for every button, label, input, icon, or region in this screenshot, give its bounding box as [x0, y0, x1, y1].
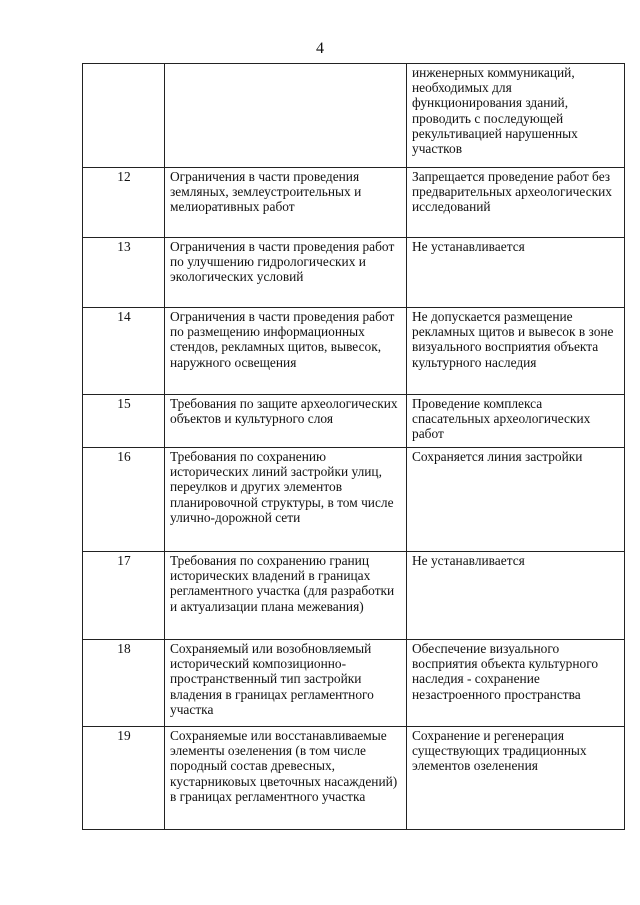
row-number-cell: 13 — [83, 238, 165, 308]
table-row — [83, 395, 625, 448]
requirement-value-cell: Не устанавливается — [407, 238, 625, 308]
requirement-name-cell: Требования по сохранению исторических линий застройки улиц, переулков и других элементов планировочной структуры, в том числе улично-дорожной сети — [165, 448, 407, 552]
table-row — [83, 640, 625, 727]
table-row — [83, 448, 625, 552]
row-number-cell: 17 — [83, 552, 165, 640]
row-number-cell: 14 — [83, 308, 165, 395]
requirement-name-cell: Требования по защите археологических объектов и культурного слоя — [165, 395, 407, 448]
requirement-name-cell — [165, 64, 407, 168]
row-number-cell: 18 — [83, 640, 165, 727]
requirement-value-cell: Запрещается проведение работ без предварительных археологических исследований — [407, 168, 625, 238]
table-row — [83, 552, 625, 640]
requirement-name-cell: Сохраняемые или восстанавливаемые элементы озеленения (в том числе породный состав древесных, кустарниковых цветочных насаждений) в границах регламентного участка — [165, 727, 407, 830]
table-row — [83, 308, 625, 395]
table-row — [83, 727, 625, 830]
requirement-value-cell: инженерных коммуникаций, необходимых для функционирования зданий, проводить с последующей рекультивацией нарушенных участков — [407, 64, 625, 168]
requirement-value-cell: Не допускается размещение рекламных щитов и вывесок в зоне визуального восприятия объекта культурного наследия — [407, 308, 625, 395]
table-row — [83, 168, 625, 238]
requirement-value-cell: Проведение комплекса спасательных археологических работ — [407, 395, 625, 448]
requirement-value-cell: Не устанавливается — [407, 552, 625, 640]
row-number-cell: 15 — [83, 395, 165, 448]
requirement-value-cell: Сохранение и регенерация существующих традиционных элементов озеленения — [407, 727, 625, 830]
table-row — [83, 64, 625, 168]
regulation-table — [82, 63, 625, 830]
row-number-cell: 19 — [83, 727, 165, 830]
requirement-name-cell: Ограничения в части проведения работ по размещению информационных стендов, рекламных щитов, вывесок, наружного освещения — [165, 308, 407, 395]
requirement-name-cell: Ограничения в части проведения работ по улучшению гидрологических и экологических условий — [165, 238, 407, 308]
table-row — [83, 238, 625, 308]
row-number-cell: 12 — [83, 168, 165, 238]
requirement-name-cell: Сохраняемый или возобновляемый исторический композиционно-пространственный тип застройки владения в границах регламентного участка — [165, 640, 407, 727]
requirement-value-cell: Обеспечение визуального восприятия объекта культурного наследия - сохранение незастроенного пространства — [407, 640, 625, 727]
page-number: 4 — [316, 40, 324, 57]
row-number-cell — [83, 64, 165, 168]
row-number-cell: 16 — [83, 448, 165, 552]
requirement-value-cell: Сохраняется линия застройки — [407, 448, 625, 552]
requirement-name-cell: Требования по сохранению границ исторических владений в границах регламентного участка (для разработки и актуализации плана межевания) — [165, 552, 407, 640]
requirement-name-cell: Ограничения в части проведения земляных, землеустроительных и мелиоративных работ — [165, 168, 407, 238]
